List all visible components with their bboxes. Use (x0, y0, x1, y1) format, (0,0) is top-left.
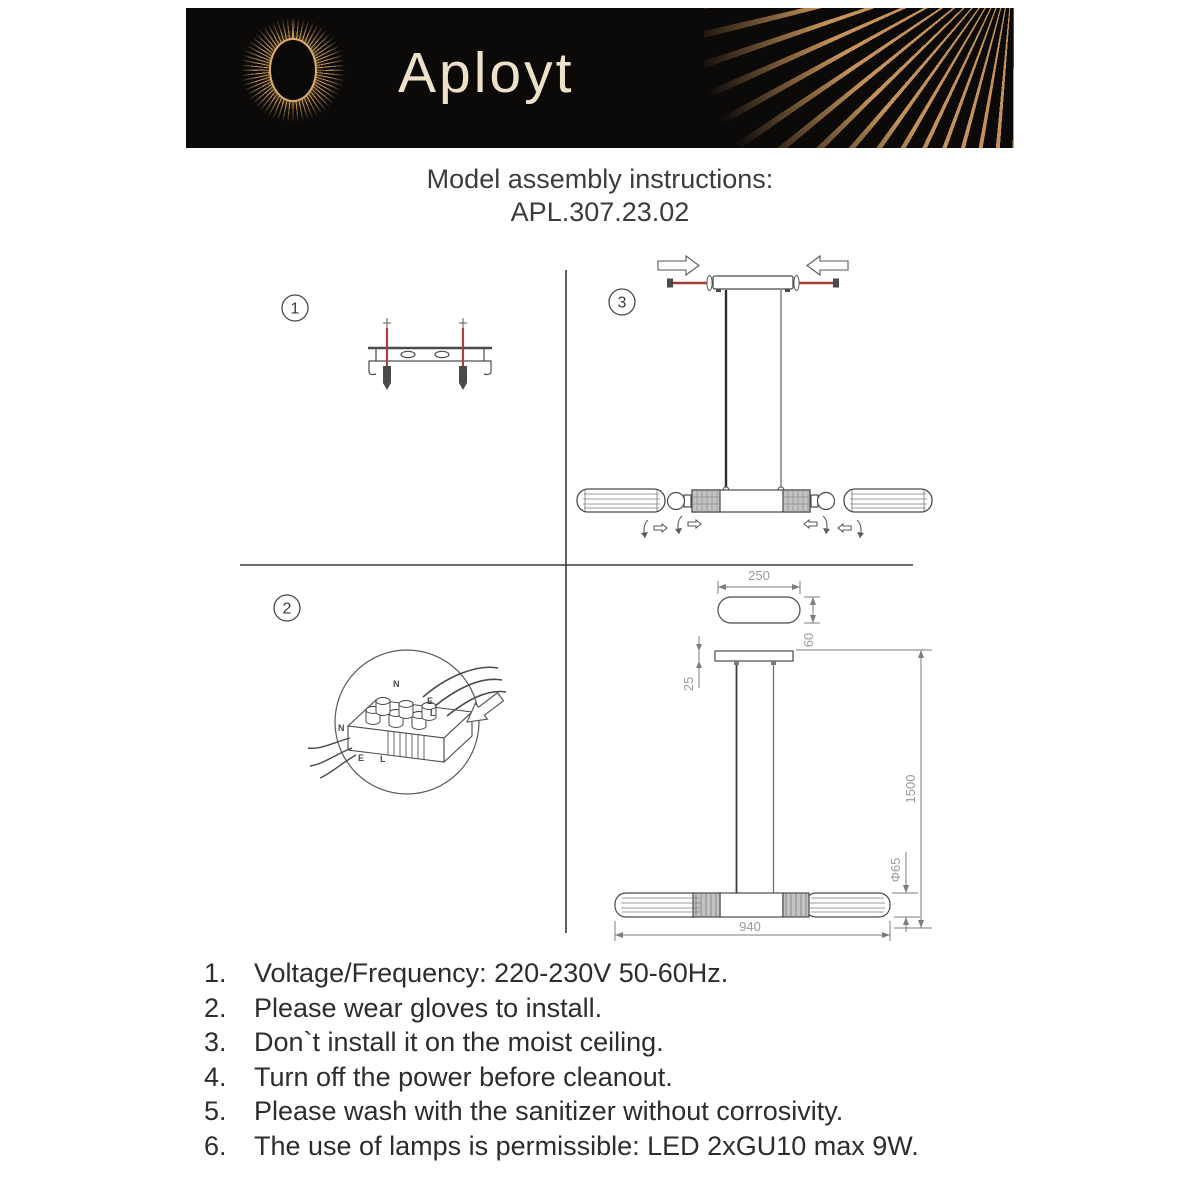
dim-shade-diameter: Φ65 (888, 857, 903, 883)
instruction-item (204, 956, 1016, 991)
lamp-body (692, 490, 810, 512)
wire-label-n-bottom: N (338, 723, 345, 733)
dim-canopy-thickness: 25 (681, 676, 696, 692)
instruction-number: 5. (204, 1096, 227, 1126)
instruction-number: 1. (204, 958, 227, 988)
instruction-item (204, 1094, 1016, 1129)
instruction-text: Please wear gloves to install. (254, 992, 603, 1023)
instruction-text: Turn off the power before cleanout. (254, 1061, 673, 1092)
svg-text:3: 3 (617, 294, 627, 312)
wire-label-l-top: L (430, 708, 436, 718)
step3-drawing (577, 256, 932, 538)
step1-drawing (282, 295, 492, 390)
svg-text:2: 2 (282, 600, 292, 618)
dim-canopy-width: 250 (748, 568, 770, 583)
assembly-diagram (180, 240, 1020, 970)
instruction-text: Please wash with the sanitizer without corrosivity. (254, 1096, 844, 1126)
wire-label-e-bottom: E (358, 753, 365, 763)
instruction-item (204, 1060, 1016, 1095)
rotate-icons (641, 516, 864, 538)
instruction-text: Don`t install it on the moist ceiling. (254, 1027, 664, 1057)
dim-canopy-height: 60 (801, 632, 816, 648)
dimension-drawing (615, 568, 932, 941)
step2-drawing (274, 595, 507, 794)
push-arrows (658, 256, 848, 275)
step3-badge (609, 289, 635, 315)
fixture-side-view (615, 893, 890, 917)
instruction-number: 2. (204, 992, 227, 1023)
step2-badge (274, 595, 300, 621)
instructions-list (204, 956, 1016, 1163)
instruction-number: 3. (204, 1027, 227, 1057)
dim-overall-height: 1500 (903, 774, 918, 804)
instruction-text: The use of lamps is permissible: LED 2xGU10 max 9W. (254, 1130, 919, 1161)
instruction-item (204, 1129, 1016, 1164)
suspension-rods (723, 290, 784, 493)
wire-label-n-top: N (393, 679, 400, 689)
brand-wordmark: Aployt (398, 41, 575, 105)
step1-badge (282, 295, 308, 321)
instruction-item (204, 1025, 1016, 1060)
decorative-rays (704, 8, 1014, 148)
sunburst-logo-icon (236, 13, 350, 127)
model-number: APL.307.23.02 (510, 197, 690, 227)
instruction-number: 4. (204, 1061, 227, 1092)
bracket-screws (383, 318, 467, 390)
instruction-item (204, 991, 1016, 1026)
title-line-1: Model assembly instructions: (426, 164, 774, 194)
brand-banner (186, 8, 1014, 148)
dim-fixture-width: 940 (739, 919, 761, 934)
svg-text:1: 1 (290, 300, 300, 318)
wire-label-l-bottom: L (380, 754, 386, 764)
wire-label-e-top: E (427, 696, 434, 706)
instruction-number: 6. (204, 1130, 227, 1161)
canopy-assembly (667, 276, 839, 293)
terminal-block (348, 698, 472, 763)
instruction-text: Voltage/Frequency: 220-230V 50-60Hz. (254, 958, 729, 988)
document-title (186, 163, 1014, 229)
